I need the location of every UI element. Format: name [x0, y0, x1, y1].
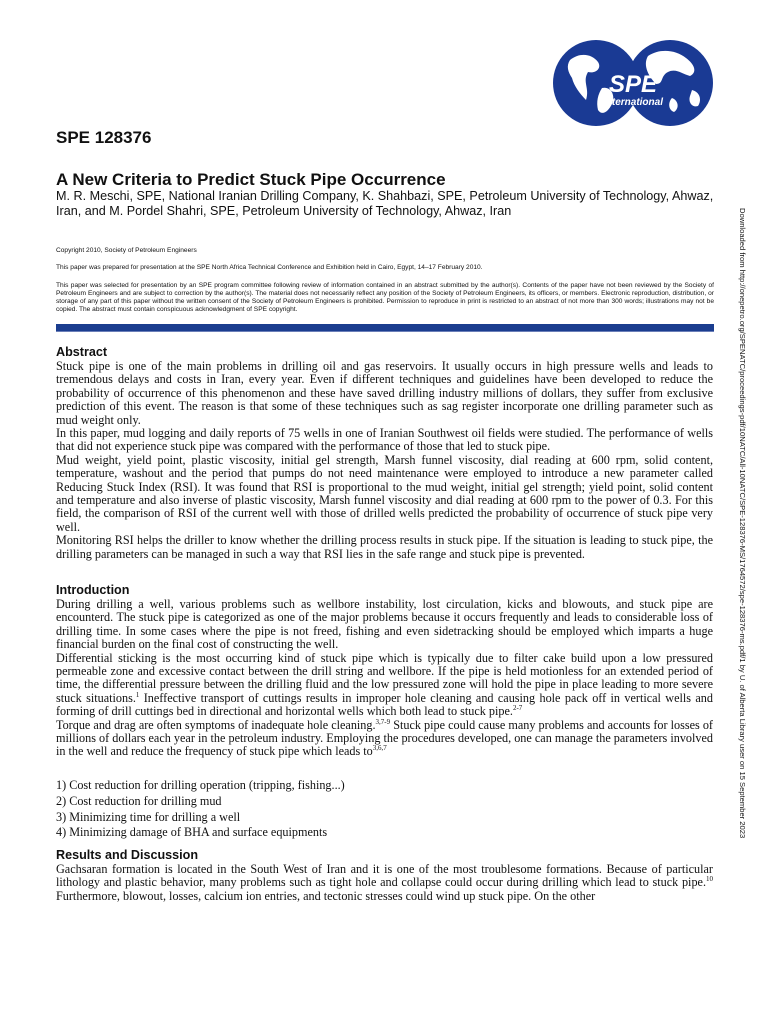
reference-superscript: 1 [135, 690, 140, 699]
results-body [56, 863, 713, 903]
text-run: Gachsaran formation is located in the South West of Iran and it is one of the most troublesome formations. Because of particular lithology and plastic behavior, many problems such as tight hole and collapse could occur during drilling which lead to stuck pipe. [56, 862, 713, 890]
text-run: Torque and drag are often symptoms of inadequate hole cleaning. [56, 717, 376, 732]
download-watermark [737, 208, 747, 839]
paragraph [56, 863, 713, 903]
text-run: Stuck pipe could cause many problems and accounts for losses of millions of dollars each year in the petroleum industry. Employing the procedures developed, one can manage the parameters involved in the well and reduce the frequency of stuck pipe which leads to [56, 717, 713, 759]
presentation-note: This paper was prepared for presentation at the SPE North Africa Technical Conference and Exhibition held in Cairo, Egypt, 14–17 February 2010. [56, 264, 483, 271]
paragraph: Monitoring RSI helps the driller to know whether the drilling process results in stuck pipe. If the situation is leading to stuck pipe, the drilling parameters can be managed in such a way that RSI lies in the safe range and stuck pipe is prevented. [56, 533, 713, 561]
text-run: Differential sticking is the most occurring kind of stuck pipe which is typically due to filter cake build upon a low pressured permeable zone and excessive contact between the drill string and wellbore. If the pipe is held motionless for an extended period of time, the differential pressure between the drilling fluid and the low pressured zone will hold the pipe in place leading to more severe stuck situations. [56, 650, 713, 705]
text-run: Ineffective transport of cuttings results in improper hole cleaning and causing hole pack off in vertical wells and forming of drill cuttings bed in directional and horizontal wells which both lead to stuck pipe. [56, 690, 713, 719]
reference-superscript: 2-7 [512, 704, 523, 713]
spe-logo [552, 38, 714, 128]
list-item: 1) Cost reduction for drilling operation (tripping, fishing...) [56, 778, 345, 792]
logo-text-spe: SPE [608, 71, 658, 98]
benefit-list [56, 778, 345, 841]
logo-text-international: International [602, 97, 664, 108]
list-item: 4) Minimizing damage of BHA and surface equipments [56, 825, 328, 840]
list-item: 3) Minimizing time for drilling a well [56, 809, 241, 824]
introduction-body [56, 598, 713, 759]
paragraph: Mud weight, yield point, plastic viscosity, initial gel strength, Marsh funnel viscosity, dial reading at 600 rpm, solid content, temperature, washout and the period that pumps do not need maintenance were employed to introduce a new parameter called Reducing Stuck Index (RSI). It was found that RSI is proportional to the mud weight, initial gel strength; yield point, solid content and temperature and also inverse of plastic viscosity, Marsh funnel viscosity and dial reading at 600 rpm to the power of 0.3. For this field, the comparison of RSI of the current well with those of drilled wells predicted the probability of occurrence of stuck pipe very well. [56, 452, 713, 534]
paragraph [56, 652, 713, 719]
abstract-body [56, 360, 713, 561]
paragraph: In this paper, mud logging and daily reports of 75 wells in one of Iranian Southwest oil fields were studied. The performance of wells that did not experience stuck pipe was compared with the performance of those that led to stuck pipe. [56, 426, 713, 454]
paragraph [56, 719, 713, 759]
header-rule [56, 324, 714, 332]
reference-superscript: 10 [706, 875, 713, 884]
author-list: M. R. Meschi, SPE, National Iranian Drilling Company, K. Shahbazi, SPE, Petroleum University of Technology, Ahwaz, Iran, and M. Pordel Shahri, SPE, Petroleum University of Technology, Ahwaz, Iran [56, 189, 714, 218]
reference-superscript: 3,6,7 [372, 744, 387, 753]
reference-superscript: 3,7-9 [375, 717, 391, 726]
paragraph: During drilling a well, various problems such as wellbore instability, lost circulation, kicks and blowouts, and stuck pipe are encounterd. The stuck pipe is categorized as one of the major problems because it occurs frequently and leads to considerable loss of drilling time. In some cases where the pipe is not freed, fishing and even sidetracking should be employed which imparts a huge financial burden on the final cost of constructing the well. [56, 597, 713, 652]
download-watermark-text: Downloaded from http://onepetro.org/SPENATC/proceedings-pdf/10NATC/All-10NATC/SPE-128376-MS/1764572/spe-128376-ms.pdf/1 by U. of Alberta Library user on 15 September 2023 [738, 208, 747, 839]
list-item: 2) Cost reduction for drilling mud [56, 793, 222, 808]
paper-title: A New Criteria to Predict Stuck Pipe Occurrence [56, 170, 446, 189]
section-heading-introduction: Introduction [56, 583, 130, 597]
paragraph: Stuck pipe is one of the main problems in drilling oil and gas reservoirs. It usually occurs in high pressure wells and leads to tremendous delays and costs in Iran, every year. Even if different techniques and guidelines have been developed to reduce the probability of occurrence of this phenomenon and these have saved drilling industry millions of dollars, they suffer from exclusive prediction of this event. The reason is that some of these techniques such as sag register incorporate one drilling parameter such as mud weight only. [56, 359, 713, 427]
copyright-notice: Copyright 2010, Society of Petroleum Engineers [56, 247, 197, 254]
section-heading-abstract: Abstract [56, 345, 108, 359]
review-disclaimer: This paper was selected for presentation by an SPE program committee following review of information contained in an abstract submitted by the author(s). Contents of the paper have not been reviewed by the Society of Petroleum Engineers and are subject to correction by the author(s). The material does not necessarily reflect any position of the Society of Petroleum Engineers, its officers, or members. Electronic reproduction, distribution, or storage of any part of this paper without the written consent of the Society of Petroleum Engineers is prohibited. Permission to reproduce in print is restricted to an abstract of not more than 300 words; illustrations may not be copied. The abstract must contain conspicuous acknowledgment of SPE copyright. [56, 282, 714, 313]
paper-number: SPE 128376 [56, 128, 152, 147]
section-heading-results: Results and Discussion [56, 848, 199, 862]
text-run: Furthermore, blowout, losses, calcium ion entries, and tectonic stresses could wind up stuck pipe. On the other [56, 888, 596, 903]
